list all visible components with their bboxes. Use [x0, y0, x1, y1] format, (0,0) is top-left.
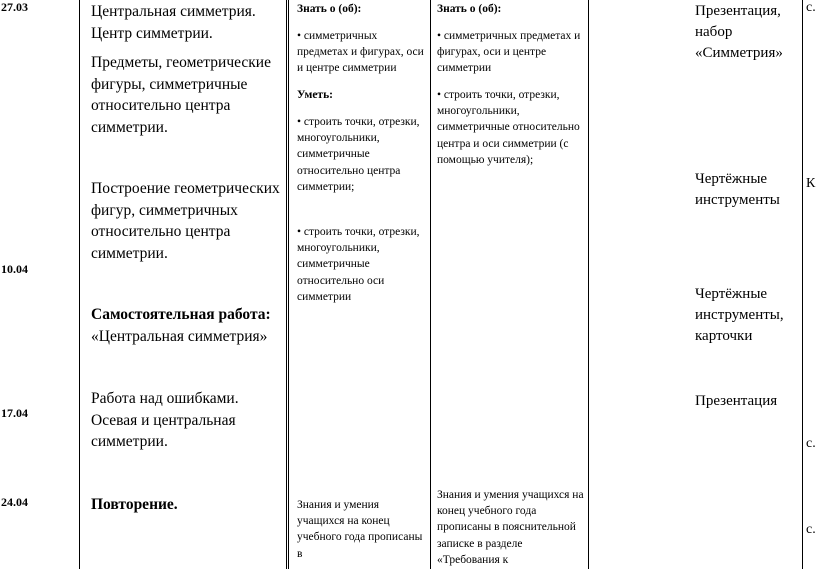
topic-error-review: Работа над ошибками. Осевая и центральная симметрии. — [91, 390, 239, 450]
resource-presentation: Презентация — [695, 393, 778, 409]
col3-can-heading — [297, 87, 427, 103]
topic-independent-work — [91, 304, 286, 347]
col3-can-item-1: • строить точки, отрезки, многоугольники, симметричные относительно центра симметрии; — [297, 116, 420, 193]
col4-can-item: • строить точки, отрезки, многоугольники, симметричные относительно центра и оси симметрии (с помощью учителя); — [437, 89, 580, 166]
col4-know-heading-text: Знать о (об): — [437, 3, 502, 15]
col7-text-a: с. — [806, 0, 816, 15]
date-2: 10.04 — [1, 262, 28, 276]
topic-independent-work-heading: Самостоятельная работа: — [91, 306, 271, 323]
col4-know-heading — [437, 1, 587, 17]
col4-know-item: • симметричных предметах и фигурах, оси и центре симметрии — [437, 30, 581, 75]
column-divider-4 — [588, 0, 589, 569]
date-4: 24.04 — [1, 495, 28, 509]
col7-text-c: с. — [806, 436, 816, 451]
col7-text-d: с. — [806, 522, 816, 537]
col3-bottom-text: Знания и умения учащихся на конец учебного года прописаны в — [297, 499, 423, 560]
resource-drawing-tools-cards: Чертёжные инструменты, карточки — [695, 286, 784, 344]
column-divider-3 — [430, 0, 431, 569]
topic-symmetric-objects: Предметы, геометрические фигуры, симметричные относительно центра симметрии. — [91, 54, 271, 136]
col3-know-item: • симметричных предметах и фигурах, оси и центре симметрии — [297, 30, 424, 75]
topic-construction: Построение геометрических фигур, симметричных относительно центра симметрии. — [91, 180, 280, 262]
column-divider-2 — [286, 0, 289, 569]
resource-drawing-tools: Чертёжные инструменты — [695, 171, 780, 208]
col3-know-heading-text: Знать о (об): — [297, 3, 362, 15]
column-divider-5 — [802, 0, 803, 569]
column-divider-1 — [79, 0, 80, 569]
col3-can-item-2: • строить точки, отрезки, многоугольники, симметричные относительно оси симметрии — [297, 226, 420, 303]
col7-text-b: К — [806, 176, 816, 191]
topic-revision — [91, 494, 286, 516]
topic-independent-work-title: «Центральная симметрия» — [91, 327, 268, 345]
col3-can-heading-text: Уметь: — [297, 89, 333, 101]
topic-revision-heading: Повторение. — [91, 496, 178, 513]
resource-presentation-set: Презентация, набор «Симметрия» — [695, 3, 783, 61]
col3-know-heading — [297, 1, 427, 17]
topic-central-symmetry: Центральная симметрия. Центр симметрии. — [91, 3, 256, 42]
col4-bottom-text: Знания и умения учащихся на конец учебного года прописаны в пояснительной записке в разделе «Требования к — [437, 489, 584, 566]
date-1: 27.03 — [1, 0, 28, 14]
date-3: 17.04 — [1, 406, 28, 420]
